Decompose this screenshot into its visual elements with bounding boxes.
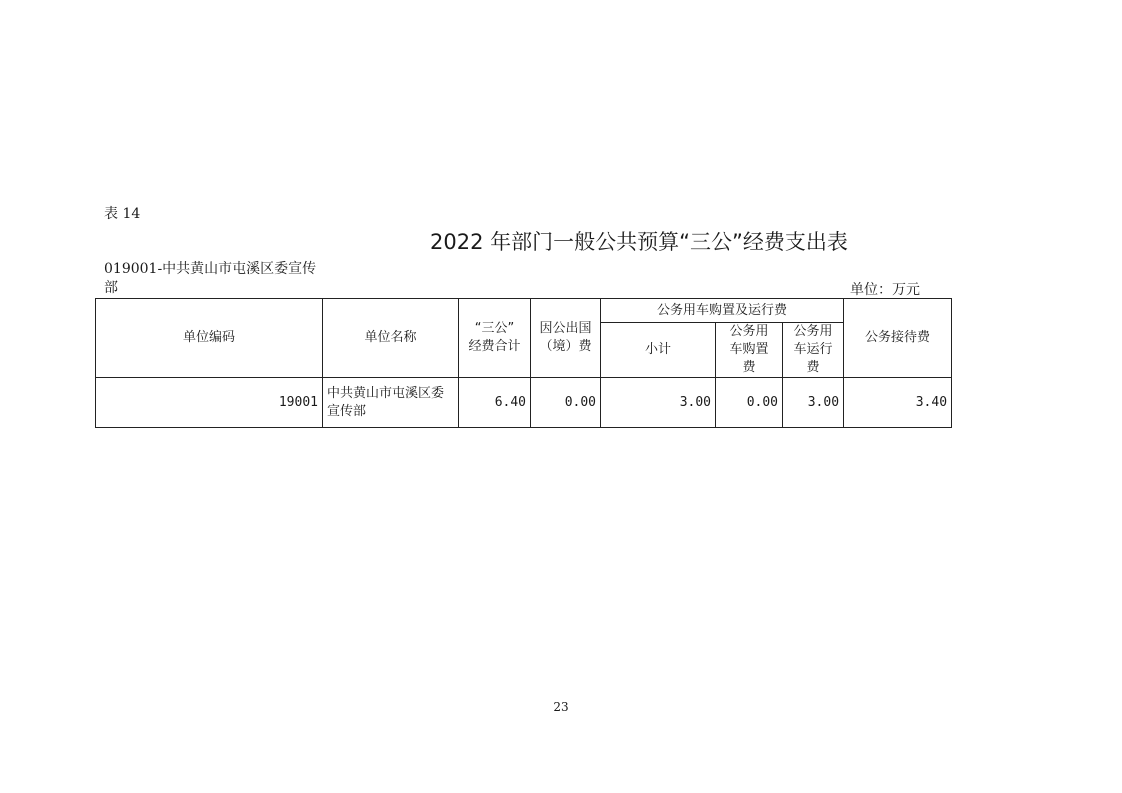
cell-unit-name-line-2: 宣传部: [327, 403, 367, 419]
page-number: 23: [553, 700, 569, 714]
cell-subtotal: 3.00: [601, 378, 716, 428]
cell-unit-name: [323, 378, 459, 428]
department-label-line-2: 部: [104, 280, 118, 296]
header-vehicle-operation-line-2: 车运行: [793, 342, 833, 357]
header-vehicle-group: 公务用车购置及运行费: [601, 299, 844, 323]
cell-vehicle-operation: 3.00: [783, 378, 844, 428]
header-subtotal: 小计: [601, 323, 716, 378]
header-vehicle-operation-line-3: 费: [806, 360, 820, 375]
header-vehicle-purchase-line-2: 车购置: [729, 342, 769, 357]
header-total-line-1: “三公”: [474, 321, 515, 336]
header-vehicle-purchase: [716, 323, 783, 378]
cell-abroad: 0.00: [531, 378, 601, 428]
table-number: 表 14: [104, 206, 141, 222]
header-vehicle-operation-line-1: 公务用: [793, 324, 833, 339]
header-reception: 公务接待费: [844, 299, 952, 378]
table-row: [96, 378, 952, 428]
page-title: 2022 年部门一般公共预算“三公”经费支出表: [430, 230, 848, 254]
header-total: [459, 299, 531, 378]
header-total-line-2: 经费合计: [468, 339, 521, 354]
budget-table: [95, 298, 952, 428]
header-unit-code: 单位编码: [96, 299, 323, 378]
header-vehicle-purchase-line-3: 费: [742, 360, 756, 375]
department-label: [104, 260, 344, 298]
header-abroad-line-2: （境）费: [539, 339, 592, 354]
header-unit-name: 单位名称: [323, 299, 459, 378]
header-vehicle-purchase-line-1: 公务用: [729, 324, 769, 339]
department-label-line-1: 019001-中共黄山市屯溪区委宣传: [104, 261, 317, 277]
cell-unit-code: 19001: [96, 378, 323, 428]
cell-vehicle-purchase: 0.00: [716, 378, 783, 428]
header-abroad: [531, 299, 601, 378]
cell-reception: 3.40: [844, 378, 952, 428]
table-header-row: [96, 299, 952, 323]
cell-unit-name-line-1: 中共黄山市屯溪区委: [327, 385, 445, 401]
header-vehicle-operation: [783, 323, 844, 378]
header-abroad-line-1: 因公出国: [539, 321, 592, 336]
cell-total: 6.40: [459, 378, 531, 428]
unit-label: 单位：万元: [850, 282, 920, 298]
